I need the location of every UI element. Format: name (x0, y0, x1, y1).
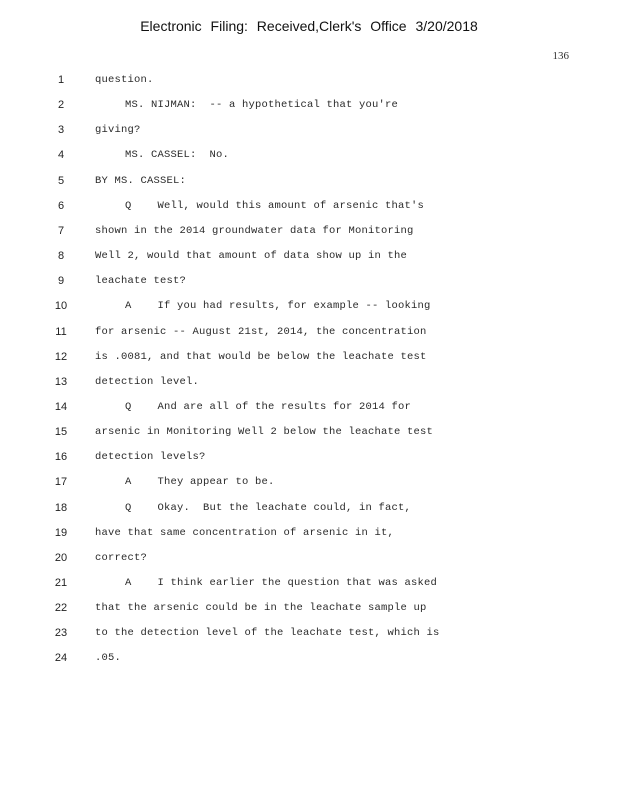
line-text: BY MS. CASSEL: (95, 174, 187, 187)
line-number: 14 (54, 400, 68, 413)
line-number: 22 (54, 602, 68, 615)
line-number: 8 (57, 250, 65, 263)
line-number: 9 (57, 275, 65, 288)
line-number: 5 (57, 174, 65, 187)
line-number: 4 (57, 149, 65, 162)
line-number: 2 (57, 99, 65, 112)
filing-stamp-header: Electronic Filing: Received,Clerk's Office 3/20/2018 (140, 18, 478, 34)
line-number: 6 (57, 199, 65, 212)
line-text: Q Okay. But the leachate could, in fact, (125, 501, 412, 514)
line-number: 12 (54, 350, 68, 363)
line-text: .05. (95, 652, 122, 665)
line-number: 10 (54, 300, 68, 313)
line-number: 16 (54, 451, 68, 464)
line-number: 20 (54, 551, 68, 564)
line-text: question. (95, 74, 154, 86)
line-number: 18 (54, 501, 68, 514)
line-text: Q Well, would this amount of arsenic that's (125, 199, 425, 212)
line-text: to the detection level of the leachate test, which is (95, 627, 440, 640)
line-text: MS. NIJMAN: -- a hypothetical that you're (125, 99, 399, 112)
line-number: 21 (54, 577, 68, 589)
line-number: 1 (57, 74, 65, 86)
line-text: MS. CASSEL: No. (125, 149, 230, 162)
line-number: 17 (54, 476, 68, 489)
line-number: 13 (54, 375, 68, 388)
line-text: correct? (95, 551, 148, 564)
line-text: detection levels? (95, 451, 206, 464)
line-text: A I think earlier the question that was asked (125, 577, 438, 589)
line-number: 24 (54, 652, 68, 665)
line-text: arsenic in Monitoring Well 2 below the leachate test (95, 426, 434, 439)
line-number: 23 (54, 627, 68, 640)
line-text: Well 2, would that amount of data show up in the (95, 250, 408, 263)
page-number: 136 (552, 50, 569, 62)
line-number: 19 (54, 526, 68, 539)
line-text: is .0081, and that would be below the leachate test (95, 350, 427, 363)
line-text: A If you had results, for example -- looking (125, 300, 431, 313)
line-text: detection level. (95, 375, 200, 388)
line-text: Q And are all of the results for 2014 for (125, 400, 412, 413)
line-text: leachate test? (95, 275, 187, 288)
line-number: 15 (54, 426, 68, 439)
line-text: shown in the 2014 groundwater data for Monitoring (95, 224, 414, 237)
line-text: for arsenic -- August 21st, 2014, the concentration (95, 325, 427, 338)
line-text: have that same concentration of arsenic in it, (95, 526, 395, 539)
line-number: 7 (57, 224, 65, 237)
line-number: 3 (57, 124, 65, 137)
line-text: A They appear to be. (125, 476, 275, 489)
line-number: 11 (55, 325, 67, 338)
line-text: giving? (95, 124, 141, 137)
line-text: that the arsenic could be in the leachate sample up (95, 602, 427, 615)
